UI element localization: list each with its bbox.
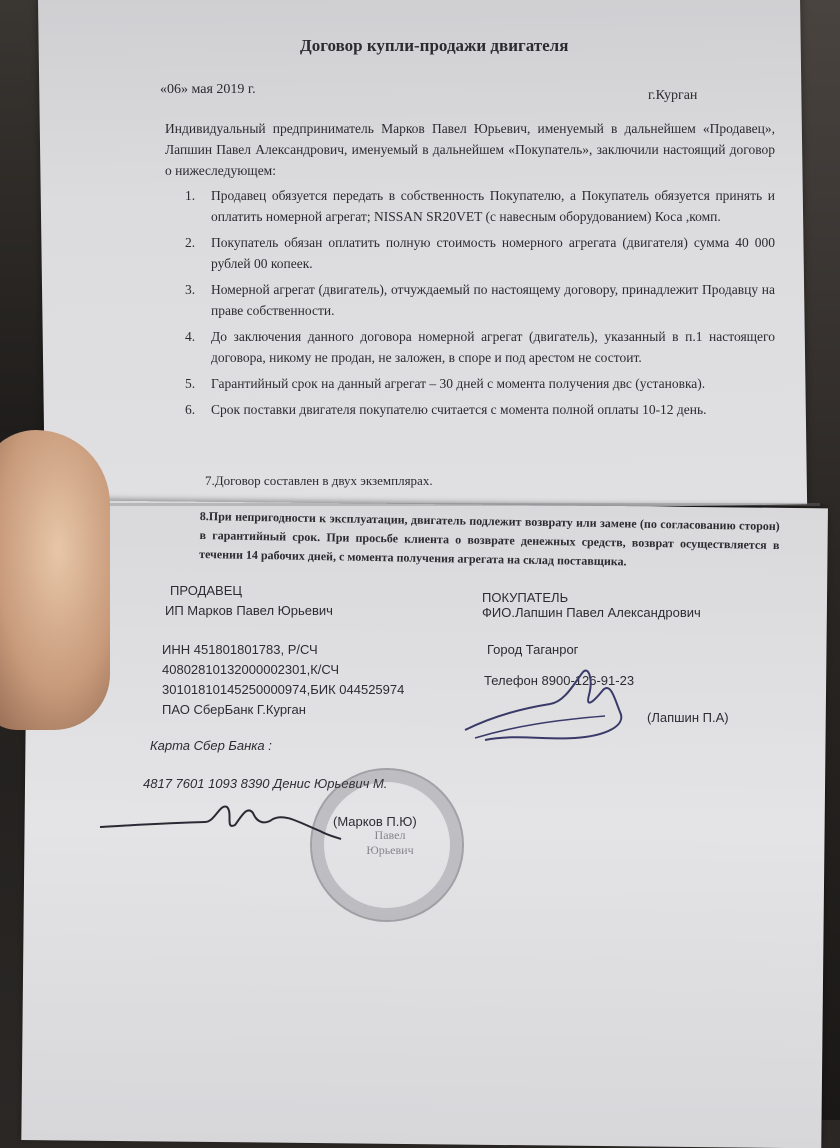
seller-signature-icon xyxy=(95,795,345,845)
contract-intro: Индивидуальный предприниматель Марков Павел Юрьевич, именуемый в дальнейшем «Продавец», Лапшин Павел Александрович, именуемый в дальнейшем «Покупатель», заключили настоящий договор о нижеследующем: xyxy=(165,121,775,178)
contract-item: 5. Гарантийный срок на данный агрегат – 30 дней с момента получения двс (установка). xyxy=(185,376,706,391)
seller-requisites xyxy=(162,640,404,720)
contract-city: г.Курган xyxy=(648,88,698,103)
contract-item: 3. Номерной агрегат (двигатель), отчуждаемый по настоящему договору, принадлежит Продавцу на праве собственности. xyxy=(185,282,775,318)
seller-card-label: Карта Сбер Банка : xyxy=(150,738,272,753)
seller-corr-account: 30101810145250000974,БИК 044525974 xyxy=(162,682,405,697)
buyer-signature-icon xyxy=(455,660,655,750)
contract-item: 6. Срок поставки двигателя покупателю считается с момента полной оплаты 10-12 день. xyxy=(185,402,707,417)
contract-item-8: 8.При непригодности к эксплуатации, двигатель подлежит возврату или замене (по согласованию сторон) в гарантийный срок. При просьбе клиента о возврате денежных средств, возврат осуществляется в течении 14 рабочих дней, с момента получения агрегата на склад поставщика. xyxy=(199,508,780,569)
buyer-phone: Телефон 8900-126-91-23 xyxy=(484,673,635,688)
buyer-name: ФИО.Лапшин Павел Александрович xyxy=(482,605,701,620)
contract-item: 4. До заключения данного договора номерной агрегат (двигатель), указанный в п.1 настоящего договора, никому не продан, не заложен, в споре и под арестом не состоит. xyxy=(185,329,775,365)
paper-fold-line xyxy=(40,503,820,506)
contract-date: «06» мая 2019 г. xyxy=(160,82,256,97)
buyer-signature-name: (Лапшин П.А) xyxy=(647,710,729,725)
seller-signature-name: (Марков П.Ю) xyxy=(333,814,417,829)
contract-item-7: 7.Договор составлен в двух экземплярах. xyxy=(205,473,433,488)
seller-heading: ПРОДАВЕЦ xyxy=(170,583,242,598)
contract-items xyxy=(185,185,775,425)
hand-holding-paper xyxy=(0,430,110,730)
stamp-text: Павел Юрьевич xyxy=(366,828,414,857)
seller-bank: ПАО СберБанк Г.Курган xyxy=(162,702,306,717)
buyer-city: Город Таганрог xyxy=(487,642,579,657)
contract-item: 2. Покупатель обязан оплатить полную стоимость номерного агрегата (двигателя) сумма 40 000 рублей 00 копеек. xyxy=(185,235,775,271)
seller-name: ИП Марков Павел Юрьевич xyxy=(165,603,333,618)
contract-title: Договор купли-продажи двигателя xyxy=(300,36,569,55)
seller-card-number: 4817 7601 1093 8390 Денис Юрьевич М. xyxy=(143,776,388,791)
contract-item: 1. Продавец обязуется передать в собственность Покупателю, а Покупатель обязуется принять и оплатить номерной агрегат; NISSAN SR20VET (с навесным оборудованием) Коса ,комп. xyxy=(185,188,775,224)
buyer-heading: ПОКУПАТЕЛЬ xyxy=(482,590,569,605)
seller-inn: ИНН 451801801783, Р/СЧ xyxy=(162,642,318,657)
seller-account: 40802810132000002301,К/СЧ xyxy=(162,662,340,677)
